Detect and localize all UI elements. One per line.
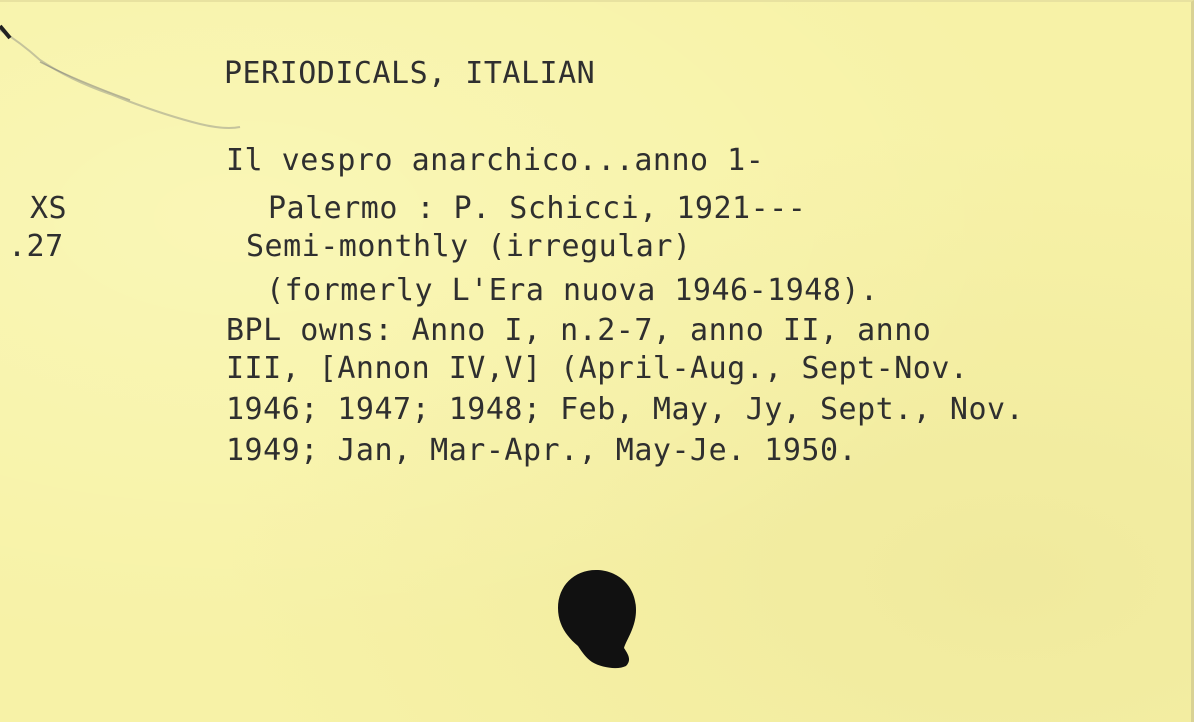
punch-hole [556,568,638,670]
holdings-line-3: 1946; 1947; 1948; Feb, May, Jy, Sept., Nov. [226,392,1025,427]
title-line: Il vespro anarchico...anno 1- [226,143,765,178]
subject-heading: PERIODICALS, ITALIAN [224,56,596,91]
holdings-line-2: III, [Annon IV,V] (April-Aug., Sept-Nov. [226,351,969,386]
holdings-line-4: 1949; Jan, Mar-Apr., May-Je. 1950. [226,433,858,468]
call-number-line-2: .27 [8,229,64,264]
holdings-line-1: BPL owns: Anno I, n.2-7, anno II, anno [226,313,932,348]
former-title-line: (formerly L'Era nuova 1946-1948). [266,273,879,308]
corner-crease-mark [0,2,250,152]
call-number-line-1: XS [30,191,68,226]
imprint-line: Palermo : P. Schicci, 1921--- [268,191,807,226]
frequency-line: Semi-monthly (irregular) [246,229,692,264]
